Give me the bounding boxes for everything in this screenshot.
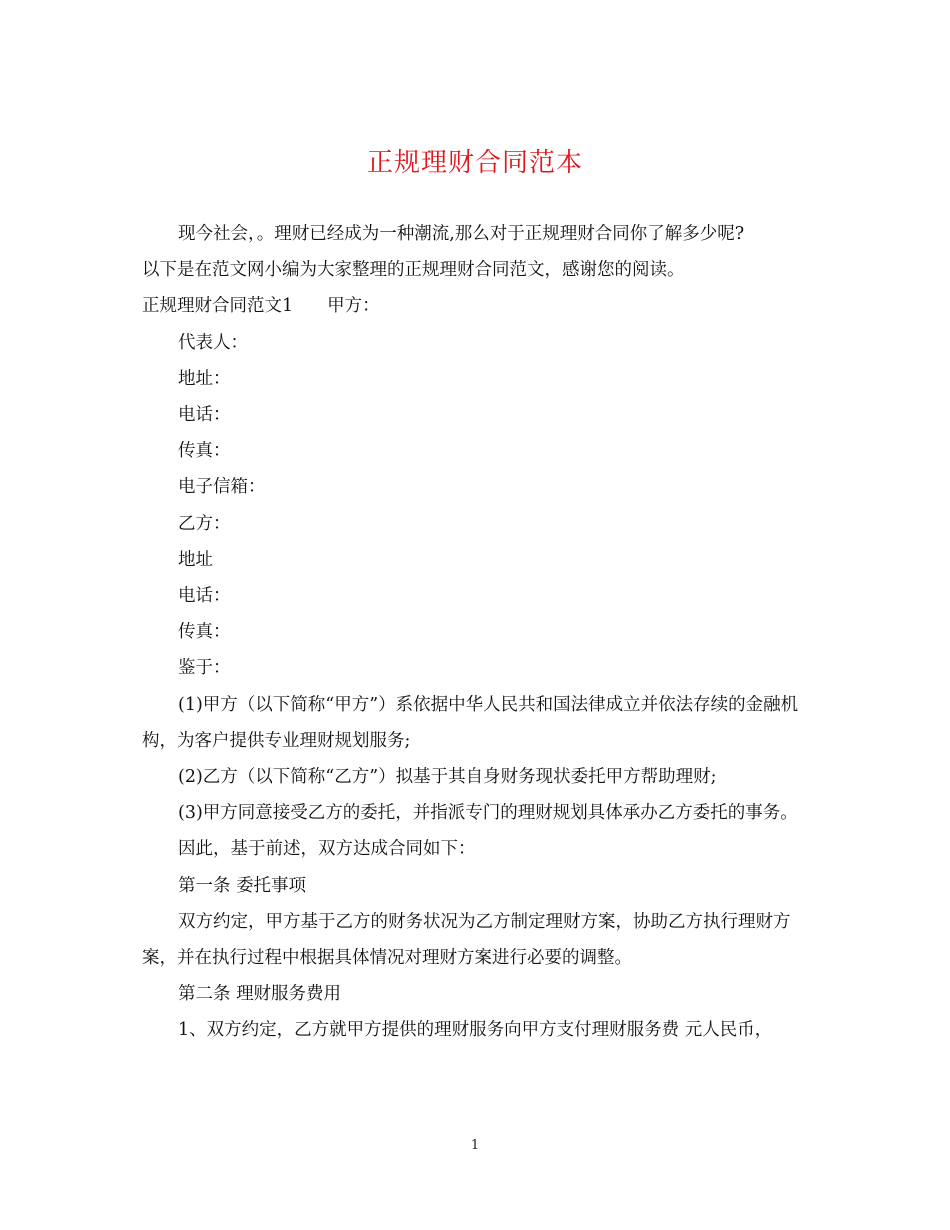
article-2-item-1: 1、双方约定，乙方就甲方提供的理财服务向甲方支付理财服务费 元人民币， [178, 1020, 773, 1041]
field-party-b-fax: 传真： [178, 622, 231, 643]
field-phone: 电话： [178, 405, 231, 426]
party-b-label: 乙方： [178, 513, 231, 534]
party-a-label: 甲方： [327, 296, 380, 317]
intro-line-1: 现今社会，。理财已经成为一种潮流,那么对于正规理财合同你了解多少呢? [178, 224, 745, 244]
whereas-item-2: (2)乙方（以下简称“乙方”）拟基于其自身财务现状委托甲方帮助理财; [178, 767, 717, 788]
field-representative: 代表人： [178, 332, 248, 353]
intro-line-2: 以下是在范文网小编为大家整理的正规理财合同范文，感谢您的阅读。 [142, 260, 685, 281]
field-fax: 传真： [178, 441, 231, 462]
document-body [142, 216, 808, 1049]
article-2-title: 第二条 理财服务费用 [178, 984, 342, 1005]
whereas-item-1: (1)甲方（以下简称“甲方”）系依据中华人民共和国法律成立并依法存续的金融机构，为客户提供专业理财规划服务; [142, 694, 799, 751]
whereas-item-3: (3)甲方同意接受乙方的委托，并指派专门的理财规划具体承办乙方委托的事务。 [178, 803, 798, 824]
article-1-text: 双方约定，甲方基于乙方的财务状况为乙方制定理财方案，协助乙方执行理财方案，并在执行过程中根据具体情况对理财方案进行必要的调整。 [142, 911, 791, 969]
page-number: 1 [470, 1138, 480, 1153]
article-1-title: 第一条 委托事项 [178, 875, 307, 896]
section-heading-row [142, 288, 808, 324]
field-address: 地址： [178, 368, 231, 389]
field-party-b-address: 地址 [178, 549, 213, 570]
therefore-clause: 因此，基于前述，双方达成合同如下： [178, 839, 476, 860]
whereas-heading: 鉴于： [178, 658, 231, 679]
document-title: 正规理财合同范本 [366, 148, 583, 178]
field-email: 电子信箱： [178, 477, 266, 498]
section-heading: 正规理财合同范文1 [142, 296, 294, 317]
field-party-b-phone: 电话： [178, 586, 231, 607]
